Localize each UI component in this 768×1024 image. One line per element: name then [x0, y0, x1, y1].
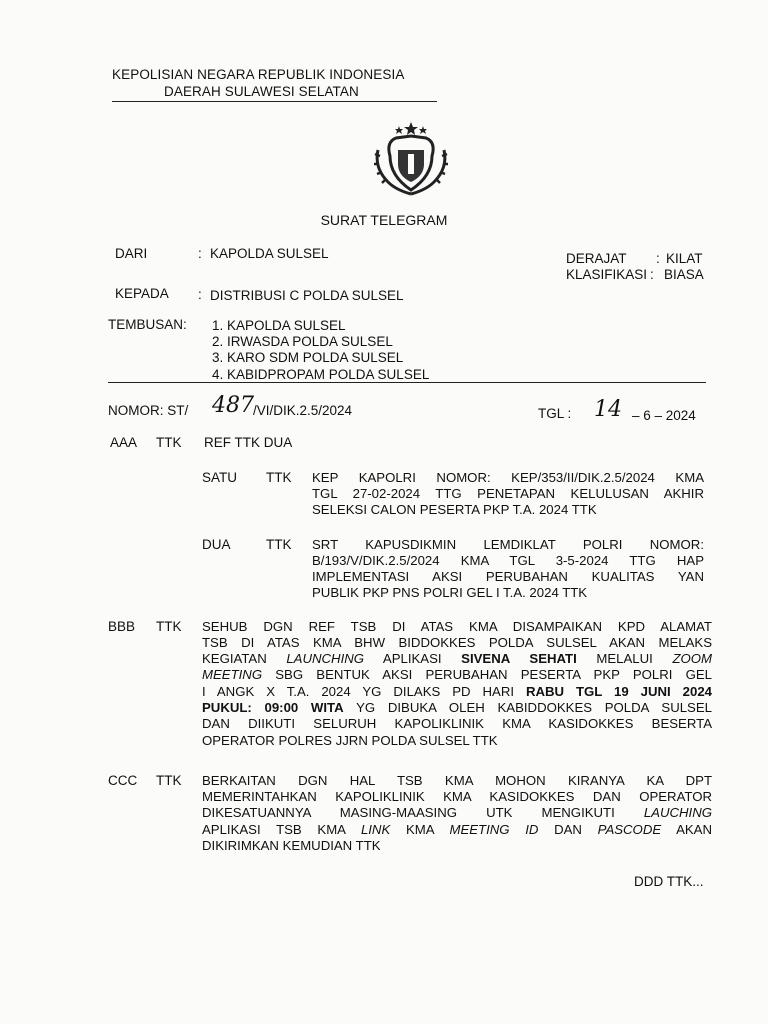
tembusan-item: 2. IRWASDA POLDA SULSEL [212, 334, 393, 349]
to-label: KEPADA [115, 286, 169, 301]
section-bbb-code: BBB [108, 619, 136, 634]
document-title: SURAT TELEGRAM [320, 212, 448, 228]
ref-number: SATU [202, 470, 238, 485]
from-value: KAPOLDA SULSEL [210, 246, 329, 261]
bbb-line: OPERATOR POLRES JJRN POLDA SULSEL TTK [202, 733, 498, 748]
ccc-line: DIKESATUANNYA MASING-MAASING UTK MENGIKUTI LAUCHING [202, 805, 712, 820]
klasifikasi-value: BIASA [664, 267, 704, 282]
from-label: DARI [115, 246, 148, 261]
section-aaa-ttk: TTK [156, 435, 182, 450]
bbb-line: I ANGK X T.A. 2024 YG DILAKS PD HARI RABU TGL 19 JUNI 2024 [202, 684, 712, 699]
ref-ttk: TTK [266, 470, 292, 485]
klasifikasi-label: KLASIFIKASI [566, 267, 648, 282]
derajat-colon: : [656, 251, 660, 266]
from-colon: : [198, 246, 202, 261]
to-colon: : [198, 287, 202, 302]
section-ccc-ttk: TTK [156, 773, 182, 788]
ref-line: SRT KAPUSDIKMIN LEMDIKLAT POLRI NOMOR: [312, 537, 704, 552]
ccc-line: APLIKASI TSB KMA LINK KMA MEETING ID DAN PASCODE AKAN [202, 822, 712, 837]
section-aaa-text: REF TTK DUA [204, 435, 293, 450]
org-name-line2: DAERAH SULAWESI SELATAN [164, 84, 359, 99]
ref-ttk: TTK [266, 537, 292, 552]
ref-line: IMPLEMENTASI AKSI PERUBAHAN KUALITAS YAN [312, 569, 704, 584]
ref-line: PUBLIK PKP PNS POLRI GEL I T.A. 2024 TTK [312, 585, 588, 600]
bbb-line: DAN DIIKUTI SELURUH KAPOLIKLINIK KMA KASIDOKKES BESERTA [202, 716, 712, 731]
ref-line: B/193/V/DIK.2.5/2024 KMA TGL 3-5-2024 TTG HAP [312, 553, 704, 568]
ccc-line: MEMERINTAHKAN KAPOLIKLINIK KMA KASIDOKKES DAN OPERATOR [202, 789, 712, 804]
bbb-line: PUKUL: 09:00 WITA YG DIBUKA OLEH KABIDDOKKES POLDA SULSEL [202, 700, 712, 715]
ref-line: TGL 27-02-2024 TTG PENETAPAN KELULUSAN AKHIR [312, 486, 704, 501]
section-aaa-code: AAA [110, 435, 138, 450]
tembusan-label: TEMBUSAN: [108, 317, 187, 332]
separator-line [108, 382, 706, 383]
header-underline [112, 101, 437, 102]
nomor-label: NOMOR: ST/ [108, 403, 189, 418]
bbb-line: MEETING SBG BENTUK AKSI PERUBAHAN PESERTA PKP POLRI GEL [202, 667, 712, 682]
tembusan-item: 4. KABIDPROPAM POLDA SULSEL [212, 367, 430, 382]
nomor-handwritten: 487 [212, 393, 254, 418]
ccc-line: DIKIRIMKAN KEMUDIAN TTK [202, 838, 381, 853]
ref-line: SELEKSI CALON PESERTA PKP T.A. 2024 TTK [312, 502, 597, 517]
ref-line: KEP KAPOLRI NOMOR: KEP/353/II/DIK.2.5/2024 KMA [312, 470, 704, 485]
tembusan-item: 1. KAPOLDA SULSEL [212, 318, 346, 333]
derajat-label: DERAJAT [566, 251, 627, 266]
tgl-handwritten-day: 14 [594, 397, 622, 422]
nomor-suffix: /VI/DIK.2.5/2024 [253, 403, 353, 418]
tgl-label: TGL : [538, 406, 572, 421]
to-value: DISTRIBUSI C POLDA SULSEL [210, 288, 404, 303]
bbb-line: SEHUB DGN REF TSB DI ATAS KMA DISAMPAIKAN KPD ALAMAT [202, 619, 712, 634]
continuation-marker: DDD TTK... [634, 874, 704, 889]
org-name-line1: KEPOLISIAN NEGARA REPUBLIK INDONESIA [112, 67, 405, 82]
section-bbb-ttk: TTK [156, 619, 182, 634]
bbb-line: KEGIATAN LAUNCHING APLIKASI SIVENA SEHATI MELALUI ZOOM [202, 651, 713, 666]
police-crest-icon [366, 120, 456, 200]
klasifikasi-colon: : [650, 267, 654, 282]
ref-number: DUA [202, 537, 231, 552]
tembusan-item: 3. KARO SDM POLDA SULSEL [212, 350, 404, 365]
section-ccc-code: CCC [108, 773, 138, 788]
ccc-line: BERKAITAN DGN HAL TSB KMA MOHON KIRANYA KA DPT [202, 773, 712, 788]
derajat-value: KILAT [666, 251, 703, 266]
bbb-line: TSB DI ATAS KMA BHW BIDDOKKES POLDA SULSEL AKAN MELAKS [202, 635, 712, 650]
tgl-month-year: – 6 – 2024 [632, 408, 696, 423]
